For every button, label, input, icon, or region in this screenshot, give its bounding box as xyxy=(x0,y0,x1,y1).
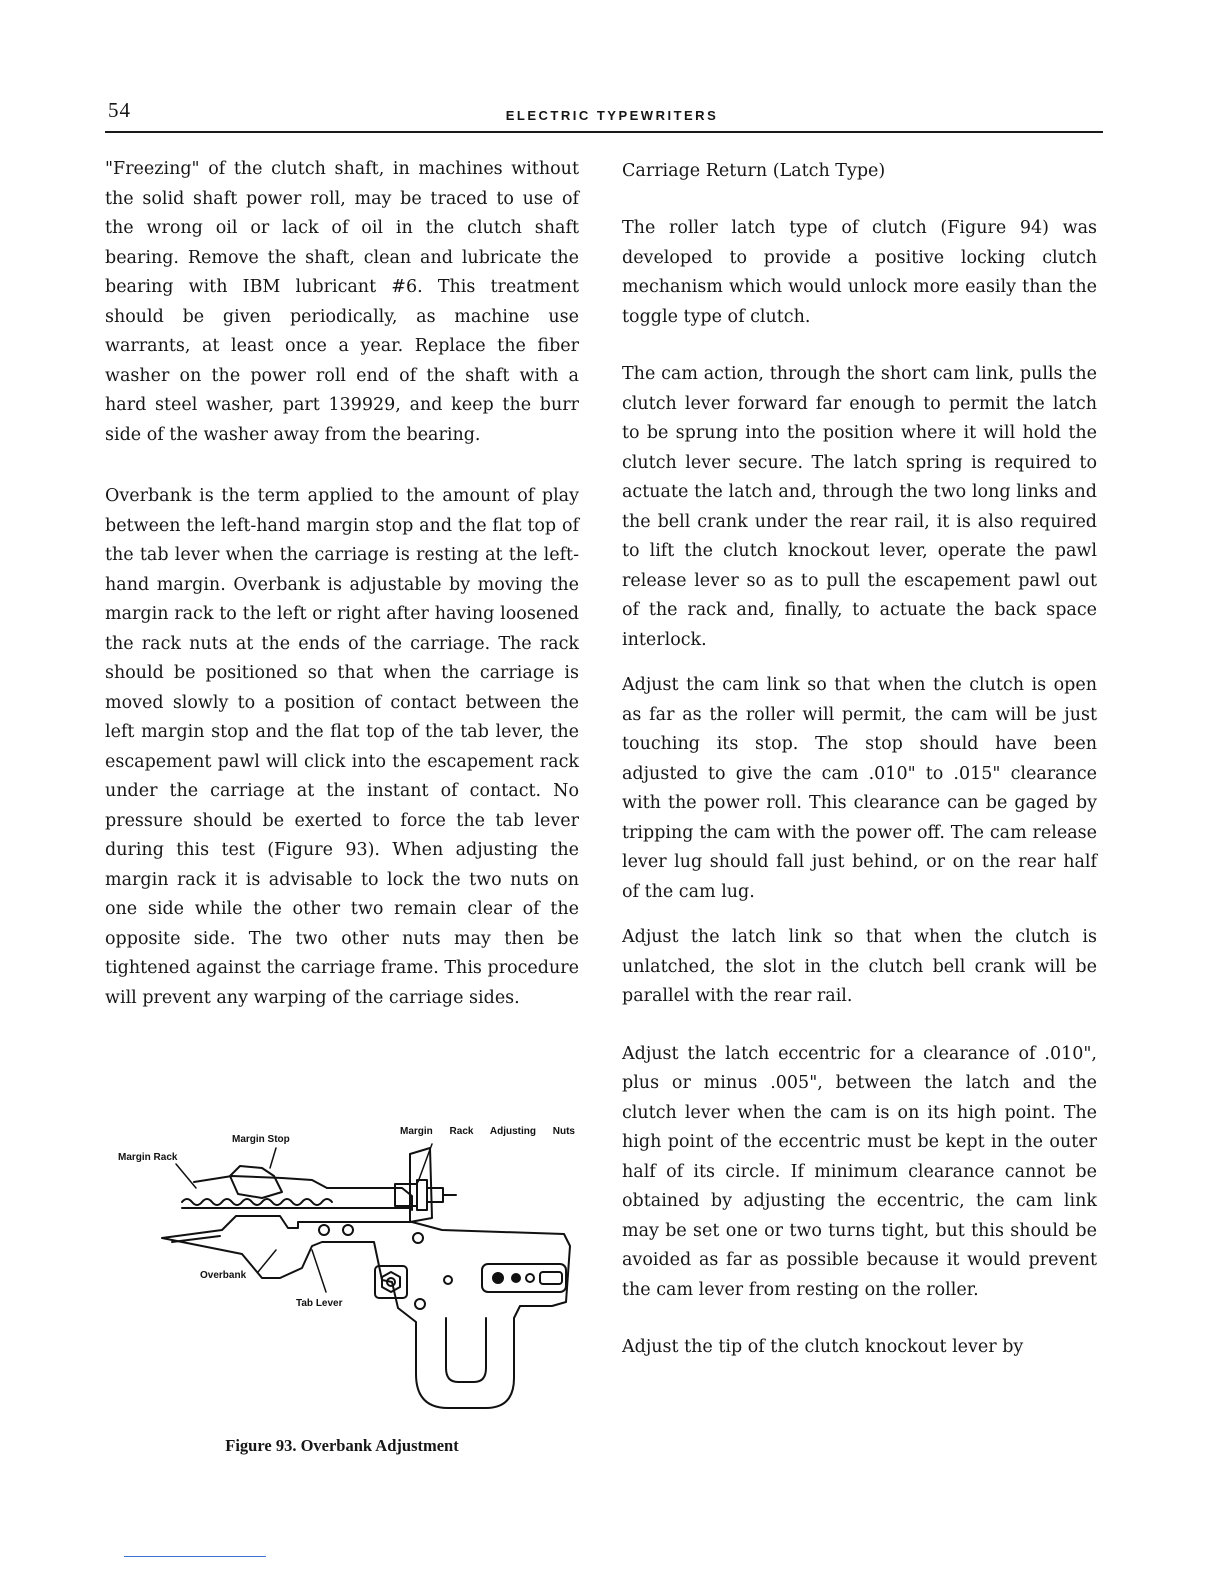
paragraph-clutch-shaft: "Freezing" of the clutch shaft, in machines without the solid shaft power roll, may be traced to use of the wrong oil or lack of oil in the clutch shaft bearing. Remove the shaft, clean and lubricate the bearing with IBM lubricant #6. This treatment should be given periodically, as machine use warrants, at least once a year. Replace the fiber washer on the power roll end of the shaft with a hard steel washer, part 139929, and keep the burr side of the washer away from the bearing. xyxy=(105,159,579,445)
section-heading: Carriage Return (Latch Type) xyxy=(622,161,886,181)
paragraph-adjust-latch-link: Adjust the latch link so that when the clutch is unlatched, the slot in the clutch bell crank will be parallel with the rear rail. xyxy=(622,927,1097,1006)
label-adjusting-nuts: Margin Rack Adjusting Nuts xyxy=(400,1126,575,1137)
running-head: ELECTRIC TYPEWRITERS xyxy=(505,108,719,123)
paragraph-adjust-cam-link: Adjust the cam link so that when the clutch is open as far as the roller will permit, the cam will be just touching its stop. The stop should have been adjusted to give the cam .010" to .015" clearance with the power roll. This clearance can be gaged by tripping the cam with the power off. The cam release lever lug should fall just behind, or on the rear half of the cam lug. xyxy=(622,675,1097,902)
label-overbank: Overbank xyxy=(200,1270,247,1281)
figure-caption: Figure 93. Overbank Adjustment xyxy=(225,1436,459,1455)
label-margin-stop: Margin Stop xyxy=(232,1134,290,1145)
header-rule xyxy=(105,131,1103,133)
label-tab-lever: Tab Lever xyxy=(296,1298,343,1309)
right-column xyxy=(622,155,1097,1363)
paragraph-cam-action: The cam action, through the short cam link, pulls the clutch lever forward far enough to permit the latch to be sprung into the position where it will hold the clutch lever secure. The latch spring is required to actuate the latch and, through the two long links and the bell crank under the rear rail, it is also required to lift the clutch knockout lever, operate the pawl release lever so as to pull the escapement pawl out of the rack and, finally, to actuate the back space interlock. xyxy=(622,364,1097,650)
paragraph-adjust-knockout-lever: Adjust the tip of the clutch knockout lever by xyxy=(622,1337,1024,1357)
bottom-rule-mark xyxy=(124,1556,266,1557)
overbank-mechanism-drawing xyxy=(112,1118,582,1418)
paragraph-overbank: Overbank is the term applied to the amount of play between the left-hand margin stop and the flat top of the tab lever when the carriage is resting at the left-hand margin. Overbank is adjustable by moving the margin rack to the left or right after having loosened the rack nuts at the ends of the carriage. The rack should be positioned so that when the carriage is moved slowly to a position of contact between the left margin stop and the flat top of the tab lever, the escapement pawl will click into the escapement rack under the carriage at the instant of contact. No pressure should be exerted to force the tab lever during this test (Figure 93). When adjusting the margin rack it is advisable to lock the two nuts on one side while the other two remain clear of the opposite side. The two other nuts may then be tightened against the carriage frame. This procedure will prevent any warping of the carriage sides. xyxy=(105,486,579,1008)
paragraph-roller-latch: The roller latch type of clutch (Figure 94) was developed to provide a positive locking clutch mechanism which would unlock more easily than the toggle type of clutch. xyxy=(622,218,1097,327)
label-margin-rack: Margin Rack xyxy=(118,1152,178,1163)
paragraph-adjust-latch-eccentric: Adjust the latch eccentric for a clearance of .010", plus or minus .005", between the latch and the clutch lever when the cam is on its high point. The high point of the eccentric must be kept in the outer half of its circle. If minimum clearance cannot be obtained by adjusting the eccentric, the cam link may be set one or two turns tight, but this should be avoided as far as possible because it would prevent the cam lever from resting on the roller. xyxy=(622,1043,1097,1300)
page-number: 54 xyxy=(108,98,131,122)
figure-93-diagram xyxy=(112,1118,582,1418)
left-column xyxy=(105,155,579,1013)
